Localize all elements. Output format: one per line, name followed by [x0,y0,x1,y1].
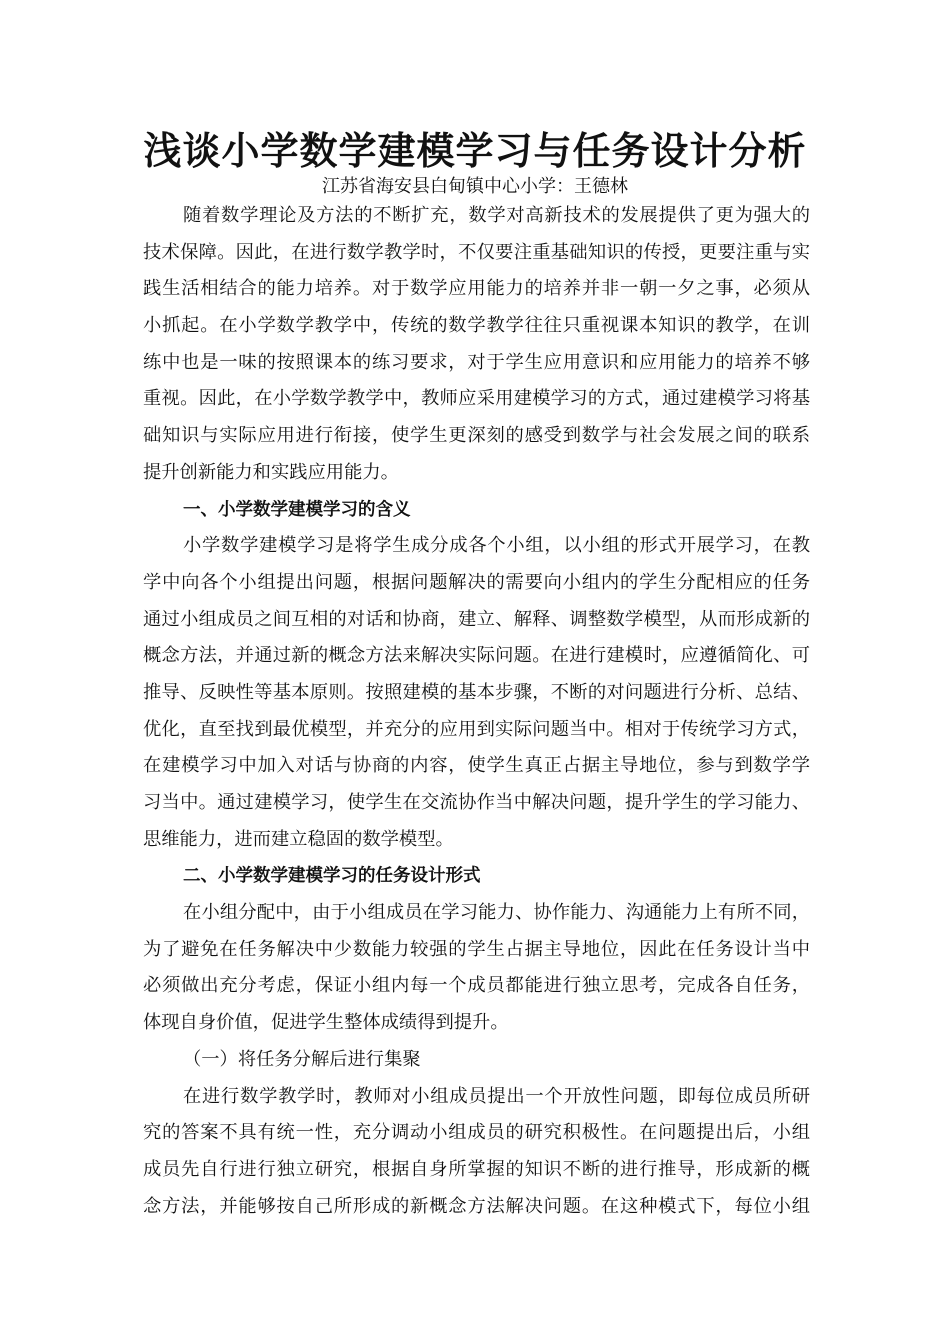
author-affiliation: 江苏省海安县白甸镇中心小学：王德林 [322,176,628,197]
text-line: 体现自身价值，促进学生整体成绩得到提升。 [143,1012,509,1034]
subsection-heading: （一）将任务分解后进行集聚 [183,1048,421,1070]
text-line: 学中向各个小组提出问题，根据问题解决的需要向小组内的学生分配相应的任务 [143,571,810,593]
paper-body [143,198,810,1225]
text-line: 小抓起。在小学数学教学中，传统的数学教学往往只重视课本知识的教学，在训 [143,315,810,337]
text-line: 优化，直至找到最优模型，并充分的应用到实际问题当中。相对于传统学习方式， [143,718,810,740]
text-line: 推导、反映性等基本原则。按照建模的基本步骤，不断的对问题进行分析、总结、 [143,681,810,703]
section-heading: 一、小学数学建模学习的含义 [183,499,411,520]
section-heading: 二、小学数学建模学习的任务设计形式 [183,866,481,887]
text-line: 在建模学习中加入对话与协商的内容，使学生真正占据主导地位，参与到数学学 [143,755,810,777]
text-line: 重视。因此，在小学数学教学中，教师应采用建模学习的方式，通过建模学习将基 [143,388,810,410]
text-line: 必须做出充分考虑，保证小组内每一个成员都能进行独立思考，完成各自任务， [143,975,810,997]
text-line: 技术保障。因此，在进行数学教学时，不仅要注重基础知识的传授，更要注重与实 [143,241,810,263]
text-line: 念方法，并能够按自己所形成的新概念方法解决问题。在这种模式下，每位小组 [143,1195,810,1217]
text-line: 小学数学建模学习是将学生成分成各个小组，以小组的形式开展学习，在教 [183,535,810,557]
text-line: 习当中。通过建模学习，使学生在交流协作当中解决问题，提升学生的学习能力、 [143,792,810,813]
paper-title: 浅谈小学数学建模学习与任务设计分析 [143,129,807,173]
text-line: 础知识与实际应用进行衔接，使学生更深刻的感受到数学与社会发展之间的联系 [143,425,810,447]
text-line: 在小组分配中，由于小组成员在学习能力、协作能力、沟通能力上有所不同， [183,902,810,924]
text-line: 为了避免在任务解决中少数能力较强的学生占据主导地位，因此在任务设计当中 [143,938,810,960]
text-line: 在进行数学教学时，教师对小组成员提出一个开放性问题，即每位成员所研 [183,1085,810,1107]
text-line: 践生活相结合的能力培养。对于数学应用能力的培养并非一朝一夕之事，必须从 [143,278,810,300]
text-line: 成员先自行进行独立研究，根据自身所掌握的知识不断的进行推导，形成新的概 [143,1158,810,1180]
text-line: 提升创新能力和实践应用能力。 [143,461,399,483]
text-line: 随着数学理论及方法的不断扩充，数学对高新技术的发展提供了更为强大的 [183,205,810,226]
text-line: 练中也是一味的按照课本的练习要求，对于学生应用意识和应用能力的培养不够 [143,351,810,373]
text-line: 究的答案不具有统一性，充分调动小组成员的研究积极性。在问题提出后，小组 [143,1122,810,1144]
text-line: 通过小组成员之间互相的对话和协商，建立、解释、调整数学模型，从而形成新的 [143,608,810,630]
text-line: 概念方法，并通过新的概念方法来解决实际问题。在进行建模时，应遵循简化、可 [143,645,810,667]
text-line: 思维能力，进而建立稳固的数学模型。 [143,828,454,850]
